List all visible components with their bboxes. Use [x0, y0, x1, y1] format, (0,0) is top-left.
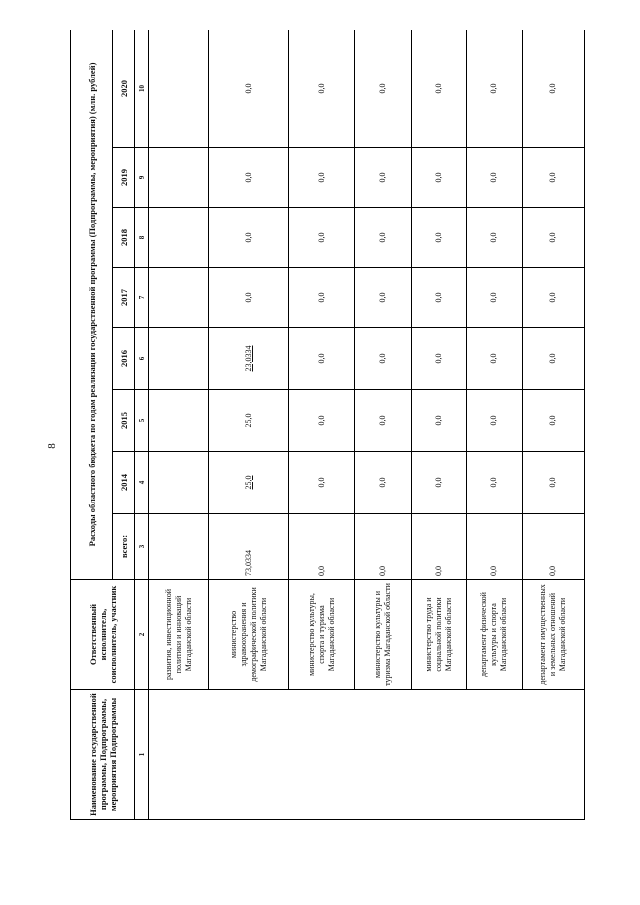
header-year-2019: 2019	[113, 148, 135, 208]
row-value: 0,0	[355, 390, 411, 452]
row-value: 0,0	[355, 208, 411, 268]
row-value: 0,0	[355, 452, 411, 514]
header-year-2014: 2014	[113, 452, 135, 514]
budget-table	[70, 30, 585, 820]
row-value: 0,0	[209, 30, 289, 148]
row-value: 0,0	[522, 452, 584, 514]
row-value: 0,0	[411, 452, 466, 514]
col-number: 8	[135, 208, 149, 268]
row-value: 0,0	[466, 268, 522, 328]
header-name: Наименование государственной программы, Подпрограммы, мероприятия Подпрограммы	[71, 690, 135, 820]
row-value: 0,0	[289, 328, 355, 390]
row-org: департамент физической культуры и спорта Магаданской области	[466, 580, 522, 690]
row-value: 0,0	[355, 268, 411, 328]
header-total: всего:	[113, 514, 135, 580]
row-value: 0,0	[289, 390, 355, 452]
row-value: 0,0	[522, 328, 584, 390]
row-total: 0,0	[522, 514, 584, 580]
row-value: 0,0	[289, 452, 355, 514]
row-value: 0,0	[466, 328, 522, 390]
col-number: 1	[135, 690, 149, 820]
rotated-page-content	[70, 30, 585, 820]
header-year-2017: 2017	[113, 268, 135, 328]
row-value: 0,0	[289, 30, 355, 148]
row-value: 0,0	[522, 30, 584, 148]
row-value: 0,0	[355, 148, 411, 208]
col-number: 6	[135, 328, 149, 390]
row-value	[149, 30, 209, 148]
column-number-row	[135, 30, 149, 820]
header-year-2020: 2020	[113, 30, 135, 148]
row-value: 0,0	[522, 268, 584, 328]
row-value	[149, 148, 209, 208]
row-value: 25,0	[209, 390, 289, 452]
row-value	[149, 390, 209, 452]
row-value: 0,0	[209, 148, 289, 208]
row-value: 0,0	[522, 148, 584, 208]
row-value	[149, 452, 209, 514]
row-total: 0,0	[466, 514, 522, 580]
page-number: 8	[46, 443, 58, 449]
row-value: 0,0	[355, 30, 411, 148]
row-value	[149, 208, 209, 268]
program-name-cell	[149, 690, 585, 820]
col-number: 9	[135, 148, 149, 208]
row-total: 0,0	[411, 514, 466, 580]
row-value: 0,0	[466, 148, 522, 208]
row-value: 0,0	[289, 148, 355, 208]
row-value: 0,0	[411, 268, 466, 328]
row-org: департамент имущественных и земельных отношений Магаданской области	[522, 580, 584, 690]
row-total	[149, 514, 209, 580]
col-number: 5	[135, 390, 149, 452]
row-org: министерство культуры и туризма Магаданской области	[355, 580, 411, 690]
row-value: 23,0334	[209, 328, 289, 390]
table-row	[149, 30, 209, 820]
row-value: 0,0	[411, 390, 466, 452]
col-number: 7	[135, 268, 149, 328]
row-value: 0,0	[411, 30, 466, 148]
row-value: 0,0	[289, 268, 355, 328]
header-expenses: Расходы областного бюджета по годам реализации государственной программы (Подпрограммы, мероприятия) (млн. рублей)	[71, 30, 113, 580]
row-value: 25,0	[209, 452, 289, 514]
row-value: 0,0	[466, 390, 522, 452]
header-year-2018: 2018	[113, 208, 135, 268]
row-value: 0,0	[411, 208, 466, 268]
budget-table-frame	[70, 30, 585, 820]
row-total: 73,0334	[209, 514, 289, 580]
row-value: 0,0	[411, 328, 466, 390]
row-value: 0,0	[209, 268, 289, 328]
col-number: 10	[135, 30, 149, 148]
row-value: 0,0	[355, 328, 411, 390]
row-value: 0,0	[466, 452, 522, 514]
row-value: 0,0	[209, 208, 289, 268]
row-value: 0,0	[522, 208, 584, 268]
row-value: 0,0	[289, 208, 355, 268]
row-value: 0,0	[522, 390, 584, 452]
row-org: министерство культуры, спорта и туризма Магаданской области	[289, 580, 355, 690]
row-value: 0,0	[466, 30, 522, 148]
col-number: 4	[135, 452, 149, 514]
row-org: министерство труда и социальной политики Магаданской области	[411, 580, 466, 690]
header-year-2016: 2016	[113, 328, 135, 390]
header-responsible: Ответственный исполнитель, соисполнитель, участник	[71, 580, 135, 690]
row-total: 0,0	[289, 514, 355, 580]
row-org: министерство здравоохранения и демографической политики Магаданской области	[209, 580, 289, 690]
header-year-2015: 2015	[113, 390, 135, 452]
col-number: 2	[135, 580, 149, 690]
row-value: 0,0	[466, 208, 522, 268]
row-org: развития, инвестиционной политики и инноваций Магаданской области	[149, 580, 209, 690]
row-value	[149, 328, 209, 390]
row-value: 0,0	[411, 148, 466, 208]
row-value	[149, 268, 209, 328]
row-total: 0,0	[355, 514, 411, 580]
col-number: 3	[135, 514, 149, 580]
